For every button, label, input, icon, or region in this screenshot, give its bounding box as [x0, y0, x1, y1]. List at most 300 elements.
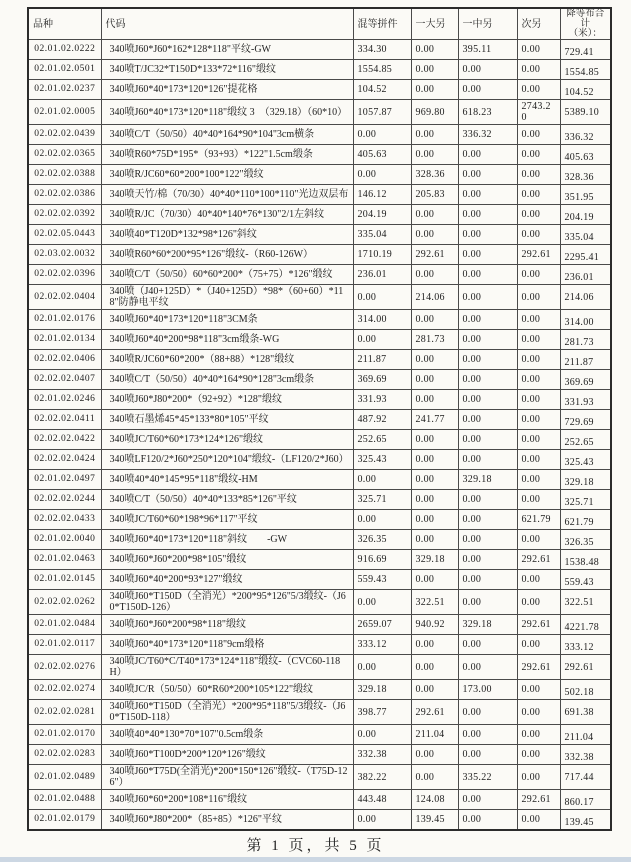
downgrade-total-value: 5389.10	[560, 100, 611, 125]
mixed-grade-value: 331.93	[353, 390, 411, 410]
first-large-value: 0.00	[411, 635, 458, 655]
substandard-value: 0.00	[517, 265, 560, 285]
first-large-value: 0.00	[411, 765, 458, 790]
table-row	[28, 700, 611, 725]
downgrade-total-value: 717.44	[560, 765, 611, 790]
table-row	[28, 60, 611, 80]
mixed-grade-value: 0.00	[353, 655, 411, 680]
substandard-value: 0.00	[517, 590, 560, 615]
first-large-value: 139.45	[411, 810, 458, 831]
substandard-value: 0.00	[517, 80, 560, 100]
substandard-value: 0.00	[517, 765, 560, 790]
table-row	[28, 185, 611, 205]
first-medium-value: 0.00	[458, 635, 517, 655]
first-large-value: 0.00	[411, 145, 458, 165]
variety-code-cell: 02.02.02.0388	[28, 165, 101, 185]
first-large-value: 0.00	[411, 390, 458, 410]
col-header-mixed-grade: 混等拼件	[353, 8, 411, 40]
substandard-value: 0.00	[517, 310, 560, 330]
product-desc-cell: 340喷J60*40*173*120*118"缎纹 3 （329.18）（60*10）	[101, 100, 353, 125]
product-desc-cell: 340喷C/T（50/50）40*40*164*90*128"3cm缎条	[101, 370, 353, 390]
product-desc-cell: 340喷石墨烯45*45*133*80*105"平纹	[101, 410, 353, 430]
downgrade-total-value: 104.52	[560, 80, 611, 100]
table-row	[28, 80, 611, 100]
product-desc-cell: 340喷J60*T150D（全消光）*200*95*126"5/3缎纹-（J60*T150D-126）	[101, 590, 353, 615]
downgrade-total-value: 405.63	[560, 145, 611, 165]
col-header-substandard: 次另	[517, 8, 560, 40]
downgrade-total-value: 729.41	[560, 40, 611, 60]
first-medium-value: 329.18	[458, 615, 517, 635]
col-header-code: 代码	[101, 8, 353, 40]
downgrade-total-value: 351.95	[560, 185, 611, 205]
mixed-grade-value: 236.01	[353, 265, 411, 285]
downgrade-total-value: 211.04	[560, 725, 611, 745]
first-large-value: 0.00	[411, 40, 458, 60]
substandard-value: 0.00	[517, 350, 560, 370]
substandard-value: 0.00	[517, 410, 560, 430]
substandard-value: 292.61	[517, 550, 560, 570]
first-large-value: 211.04	[411, 725, 458, 745]
mixed-grade-value: 1554.85	[353, 60, 411, 80]
mixed-grade-value: 369.69	[353, 370, 411, 390]
table-row	[28, 680, 611, 700]
substandard-value: 0.00	[517, 745, 560, 765]
grade-summary-table	[27, 7, 612, 831]
variety-code-cell: 02.01.02.0170	[28, 725, 101, 745]
first-large-value: 0.00	[411, 450, 458, 470]
first-large-value: 124.08	[411, 790, 458, 810]
col-header-first-medium: 一中另	[458, 8, 517, 40]
substandard-value: 0.00	[517, 165, 560, 185]
first-large-value: 322.51	[411, 590, 458, 615]
product-desc-cell: 340喷T/JC32*T150D*133*72*116"缎纹	[101, 60, 353, 80]
substandard-value: 0.00	[517, 370, 560, 390]
page-indicator: 第 1 页，共 5 页	[246, 838, 385, 854]
first-large-value: 0.00	[411, 350, 458, 370]
substandard-value: 0.00	[517, 205, 560, 225]
table-row	[28, 745, 611, 765]
downgrade-total-value: 204.19	[560, 205, 611, 225]
first-large-value: 0.00	[411, 680, 458, 700]
downgrade-total-value: 369.69	[560, 370, 611, 390]
first-medium-value: 0.00	[458, 490, 517, 510]
first-medium-value: 335.22	[458, 765, 517, 790]
table-row	[28, 765, 611, 790]
first-medium-value: 0.00	[458, 790, 517, 810]
first-medium-value: 0.00	[458, 655, 517, 680]
downgrade-total-value: 292.61	[560, 655, 611, 680]
downgrade-total-value: 1554.85	[560, 60, 611, 80]
first-medium-value: 0.00	[458, 265, 517, 285]
mixed-grade-value: 2659.07	[353, 615, 411, 635]
downgrade-total-label: 降等布合计	[566, 9, 605, 29]
table-row	[28, 530, 611, 550]
first-large-value: 292.61	[411, 245, 458, 265]
substandard-value: 0.00	[517, 40, 560, 60]
table-row	[28, 285, 611, 310]
substandard-value: 0.00	[517, 285, 560, 310]
product-desc-cell: 340喷40*T120D*132*98*126"斜纹	[101, 225, 353, 245]
substandard-value: 0.00	[517, 450, 560, 470]
substandard-value: 0.00	[517, 125, 560, 145]
first-medium-value: 173.00	[458, 680, 517, 700]
first-large-value: 0.00	[411, 655, 458, 680]
product-desc-cell: 340喷J60*40*173*120*118"斜纹 -GW	[101, 530, 353, 550]
first-medium-value: 0.00	[458, 700, 517, 725]
downgrade-total-value: 322.51	[560, 590, 611, 615]
downgrade-total-value: 331.93	[560, 390, 611, 410]
downgrade-total-value: 729.69	[560, 410, 611, 430]
mixed-grade-value: 314.00	[353, 310, 411, 330]
mixed-grade-value: 1710.19	[353, 245, 411, 265]
variety-code-cell: 02.02.02.0396	[28, 265, 101, 285]
product-desc-cell: 340喷JC/R（50/50）60*R60*200*105*122"缎纹	[101, 680, 353, 700]
table-row	[28, 265, 611, 285]
variety-code-cell: 02.01.02.0179	[28, 810, 101, 831]
variety-code-cell: 02.01.02.0237	[28, 80, 101, 100]
col-header-downgrade-total	[560, 8, 611, 40]
table-row	[28, 350, 611, 370]
first-medium-value: 0.00	[458, 550, 517, 570]
table-row	[28, 725, 611, 745]
scan-edge-strip	[0, 857, 631, 862]
first-large-value: 0.00	[411, 265, 458, 285]
mixed-grade-value: 332.38	[353, 745, 411, 765]
first-medium-value: 0.00	[458, 590, 517, 615]
first-large-value: 0.00	[411, 490, 458, 510]
downgrade-total-unit: （米）：	[568, 29, 602, 39]
downgrade-total-value: 332.38	[560, 745, 611, 765]
downgrade-total-value: 2295.41	[560, 245, 611, 265]
first-large-value: 214.06	[411, 285, 458, 310]
downgrade-total-value: 139.45	[560, 810, 611, 831]
downgrade-total-value: 333.12	[560, 635, 611, 655]
variety-code-cell: 02.01.02.0246	[28, 390, 101, 410]
first-large-value: 0.00	[411, 60, 458, 80]
mixed-grade-value: 252.65	[353, 430, 411, 450]
first-medium-value: 0.00	[458, 185, 517, 205]
first-medium-value: 0.00	[458, 450, 517, 470]
table-row	[28, 390, 611, 410]
first-medium-value: 329.18	[458, 470, 517, 490]
downgrade-total-value: 214.06	[560, 285, 611, 310]
table-row	[28, 810, 611, 831]
mixed-grade-value: 405.63	[353, 145, 411, 165]
product-desc-cell: 340喷J60*J60*200*98*118"缎纹	[101, 615, 353, 635]
first-large-value: 0.00	[411, 510, 458, 530]
first-medium-value: 0.00	[458, 510, 517, 530]
table-row	[28, 40, 611, 60]
downgrade-total-value: 236.01	[560, 265, 611, 285]
substandard-value: 0.00	[517, 430, 560, 450]
product-desc-cell: 340喷R60*75D*195*（93+93）*122"1.5cm缎条	[101, 145, 353, 165]
variety-code-cell: 02.01.02.0040	[28, 530, 101, 550]
downgrade-total-value: 325.71	[560, 490, 611, 510]
mixed-grade-value: 0.00	[353, 285, 411, 310]
table-row	[28, 430, 611, 450]
variety-code-cell: 02.01.02.0488	[28, 790, 101, 810]
mixed-grade-value: 916.69	[353, 550, 411, 570]
first-medium-value: 0.00	[458, 205, 517, 225]
table-row	[28, 410, 611, 430]
product-desc-cell: 340喷JC/T60*C/T40*173*124*118"缎纹-（CVC60-118H）	[101, 655, 353, 680]
first-medium-value: 0.00	[458, 745, 517, 765]
mixed-grade-value: 334.30	[353, 40, 411, 60]
variety-code-cell: 02.02.05.0443	[28, 225, 101, 245]
substandard-value: 0.00	[517, 225, 560, 245]
downgrade-total-value: 281.73	[560, 330, 611, 350]
table-row	[28, 615, 611, 635]
downgrade-total-value: 691.38	[560, 700, 611, 725]
product-desc-cell: 340喷40*40*130*70*107"0.5cm缎条	[101, 725, 353, 745]
mixed-grade-value: 0.00	[353, 165, 411, 185]
downgrade-total-value: 860.17	[560, 790, 611, 810]
variety-code-cell: 02.01.02.0484	[28, 615, 101, 635]
variety-code-cell: 02.02.02.0262	[28, 590, 101, 615]
variety-code-cell: 02.02.02.0439	[28, 125, 101, 145]
table-row	[28, 510, 611, 530]
first-medium-value: 336.32	[458, 125, 517, 145]
mixed-grade-value: 204.19	[353, 205, 411, 225]
product-desc-cell: 340喷J60*T75D(全消光)*200*150*126"缎纹-（T75D-126"）	[101, 765, 353, 790]
variety-code-cell: 02.02.02.0365	[28, 145, 101, 165]
substandard-value: 621.79	[517, 510, 560, 530]
mixed-grade-value: 104.52	[353, 80, 411, 100]
table-row	[28, 635, 611, 655]
substandard-value: 292.61	[517, 790, 560, 810]
first-medium-value: 0.00	[458, 60, 517, 80]
downgrade-total-value: 328.36	[560, 165, 611, 185]
first-large-value: 292.61	[411, 700, 458, 725]
first-large-value: 0.00	[411, 225, 458, 245]
downgrade-total-value: 502.18	[560, 680, 611, 700]
product-desc-cell: 340喷C/T（50/50）40*40*164*90*104"3cm横条	[101, 125, 353, 145]
first-medium-value: 0.00	[458, 370, 517, 390]
variety-code-cell: 02.02.02.0386	[28, 185, 101, 205]
first-large-value: 328.36	[411, 165, 458, 185]
mixed-grade-value: 1057.87	[353, 100, 411, 125]
first-large-value: 0.00	[411, 205, 458, 225]
first-medium-value: 0.00	[458, 350, 517, 370]
first-large-value: 0.00	[411, 570, 458, 590]
downgrade-total-value: 559.43	[560, 570, 611, 590]
downgrade-total-value: 335.04	[560, 225, 611, 245]
table-row	[28, 165, 611, 185]
product-desc-cell: 340喷C/T（50/50）40*40*133*85*126"平纹	[101, 490, 353, 510]
mixed-grade-value: 443.48	[353, 790, 411, 810]
product-desc-cell: 340喷J60*J60*200*98*105"缎纹	[101, 550, 353, 570]
product-desc-cell: 340喷J60*40*173*120*118"3CM条	[101, 310, 353, 330]
first-medium-value: 0.00	[458, 225, 517, 245]
variety-code-cell: 02.01.02.0463	[28, 550, 101, 570]
product-desc-cell: 340喷J60*J80*200*（92+92）*128"缎纹	[101, 390, 353, 410]
table-row	[28, 245, 611, 265]
variety-code-cell: 02.01.02.0176	[28, 310, 101, 330]
first-medium-value: 0.00	[458, 530, 517, 550]
first-medium-value: 0.00	[458, 145, 517, 165]
first-large-value: 0.00	[411, 430, 458, 450]
first-large-value: 241.77	[411, 410, 458, 430]
variety-code-cell: 02.02.02.0392	[28, 205, 101, 225]
first-medium-value: 0.00	[458, 390, 517, 410]
mixed-grade-value: 382.22	[353, 765, 411, 790]
col-header-variety: 品种	[28, 8, 101, 40]
table-row	[28, 450, 611, 470]
table-row	[28, 655, 611, 680]
product-desc-cell: 340喷J60*40*173*120*118"9cm缎格	[101, 635, 353, 655]
mixed-grade-value: 0.00	[353, 470, 411, 490]
variety-code-cell: 02.03.02.0032	[28, 245, 101, 265]
first-medium-value: 0.00	[458, 810, 517, 831]
product-desc-cell: 340喷R/JC（70/30）40*40*140*76*130"2/1左斜纹	[101, 205, 353, 225]
substandard-value: 0.00	[517, 680, 560, 700]
downgrade-total-value: 1538.48	[560, 550, 611, 570]
substandard-value: 0.00	[517, 725, 560, 745]
substandard-value: 292.61	[517, 655, 560, 680]
mixed-grade-value: 559.43	[353, 570, 411, 590]
downgrade-total-value: 621.79	[560, 510, 611, 530]
product-desc-cell: 340喷天竹/棉（70/30）40*40*110*100*110"光边双层布	[101, 185, 353, 205]
variety-code-cell: 02.01.02.0497	[28, 470, 101, 490]
first-medium-value: 0.00	[458, 245, 517, 265]
substandard-value: 0.00	[517, 470, 560, 490]
first-large-value: 281.73	[411, 330, 458, 350]
variety-code-cell: 02.01.02.0134	[28, 330, 101, 350]
product-desc-cell: 340喷J60*T100D*200*120*126"缎纹	[101, 745, 353, 765]
mixed-grade-value: 335.04	[353, 225, 411, 245]
table-row	[28, 310, 611, 330]
downgrade-total-value: 252.65	[560, 430, 611, 450]
first-large-value: 969.80	[411, 100, 458, 125]
table-row	[28, 125, 611, 145]
first-large-value: 329.18	[411, 550, 458, 570]
table-row	[28, 370, 611, 390]
mixed-grade-value: 326.35	[353, 530, 411, 550]
table-row	[28, 225, 611, 245]
col-header-first-large: 一大另	[411, 8, 458, 40]
substandard-value: 0.00	[517, 330, 560, 350]
product-desc-cell: 340喷J60*J80*200*（85+85）*126"平纹	[101, 810, 353, 831]
table-row	[28, 550, 611, 570]
first-large-value: 940.92	[411, 615, 458, 635]
variety-code-cell: 02.01.02.0145	[28, 570, 101, 590]
table-row	[28, 100, 611, 125]
first-medium-value: 0.00	[458, 165, 517, 185]
substandard-value: 0.00	[517, 530, 560, 550]
variety-code-cell: 02.01.02.0489	[28, 765, 101, 790]
first-large-value: 0.00	[411, 745, 458, 765]
downgrade-total-value: 325.43	[560, 450, 611, 470]
substandard-value: 0.00	[517, 185, 560, 205]
mixed-grade-value: 487.92	[353, 410, 411, 430]
table-row	[28, 205, 611, 225]
variety-code-cell: 02.01.02.0005	[28, 100, 101, 125]
substandard-value: 0.00	[517, 390, 560, 410]
first-large-value: 0.00	[411, 530, 458, 550]
substandard-value: 0.00	[517, 700, 560, 725]
first-large-value: 0.00	[411, 310, 458, 330]
first-medium-value: 0.00	[458, 430, 517, 450]
product-desc-cell: 340喷J60*T150D（全消光）*200*95*118"5/3缎纹-（J60*T150D-118）	[101, 700, 353, 725]
substandard-value: 0.00	[517, 490, 560, 510]
mixed-grade-value: 325.43	[353, 450, 411, 470]
variety-code-cell: 02.02.02.0244	[28, 490, 101, 510]
variety-code-cell: 02.02.02.0274	[28, 680, 101, 700]
product-desc-cell: 340喷LF120/2*J60*250*120*104"缎纹-（LF120/2*J60）	[101, 450, 353, 470]
mixed-grade-value: 325.71	[353, 490, 411, 510]
variety-code-cell: 02.02.02.0422	[28, 430, 101, 450]
downgrade-total-value: 326.35	[560, 530, 611, 550]
product-desc-cell: 340喷J60*J60*162*128*118"平纹-GW	[101, 40, 353, 60]
table-row	[28, 145, 611, 165]
mixed-grade-value: 333.12	[353, 635, 411, 655]
mixed-grade-value: 0.00	[353, 330, 411, 350]
table-row	[28, 590, 611, 615]
first-large-value: 205.83	[411, 185, 458, 205]
table-row	[28, 330, 611, 350]
mixed-grade-value: 211.87	[353, 350, 411, 370]
mixed-grade-value: 0.00	[353, 810, 411, 831]
substandard-value: 0.00	[517, 570, 560, 590]
first-large-value: 0.00	[411, 470, 458, 490]
product-desc-cell: 340喷J60*40*200*98*118"3cm缎条-WG	[101, 330, 353, 350]
table-row	[28, 790, 611, 810]
variety-code-cell: 02.02.02.0406	[28, 350, 101, 370]
substandard-value: 0.00	[517, 60, 560, 80]
mixed-grade-value: 0.00	[353, 590, 411, 615]
variety-code-cell: 02.02.02.0404	[28, 285, 101, 310]
product-desc-cell: 340喷（J40+125D）*（J40+125D）*98*（60+60）*118"防静电平纹	[101, 285, 353, 310]
product-desc-cell: 340喷R/JC60*60*200*100*122"缎纹	[101, 165, 353, 185]
variety-code-cell: 02.02.02.0424	[28, 450, 101, 470]
header-row	[28, 8, 611, 40]
product-desc-cell: 340喷C/T（50/50）60*60*200*（75+75）*126"缎纹	[101, 265, 353, 285]
variety-code-cell: 02.01.02.0501	[28, 60, 101, 80]
first-medium-value: 0.00	[458, 310, 517, 330]
product-desc-cell: 340喷J60*60*200*108*116"缎纹	[101, 790, 353, 810]
downgrade-total-value: 314.00	[560, 310, 611, 330]
first-medium-value: 0.00	[458, 80, 517, 100]
first-medium-value: 0.00	[458, 570, 517, 590]
substandard-value: 0.00	[517, 635, 560, 655]
first-medium-value: 0.00	[458, 725, 517, 745]
first-medium-value: 618.23	[458, 100, 517, 125]
table-body	[28, 40, 611, 831]
variety-code-cell: 02.02.02.0411	[28, 410, 101, 430]
substandard-value: 2743.20	[517, 100, 560, 125]
variety-code-cell: 02.01.02.0222	[28, 40, 101, 60]
table-row	[28, 570, 611, 590]
downgrade-total-value: 329.18	[560, 470, 611, 490]
product-desc-cell: 340喷R/JC60*60*200*（88+88）*128"缎纹	[101, 350, 353, 370]
product-desc-cell: 340喷40*40*145*95*118"缎纹-HM	[101, 470, 353, 490]
variety-code-cell: 02.02.02.0281	[28, 700, 101, 725]
downgrade-total-value: 336.32	[560, 125, 611, 145]
downgrade-total-value: 4221.78	[560, 615, 611, 635]
mixed-grade-value: 0.00	[353, 510, 411, 530]
variety-code-cell: 02.02.02.0276	[28, 655, 101, 680]
substandard-value: 0.00	[517, 810, 560, 831]
substandard-value: 292.61	[517, 615, 560, 635]
first-large-value: 0.00	[411, 80, 458, 100]
downgrade-total-value: 211.87	[560, 350, 611, 370]
variety-code-cell: 02.02.02.0407	[28, 370, 101, 390]
first-medium-value: 0.00	[458, 285, 517, 310]
variety-code-cell: 02.02.02.0433	[28, 510, 101, 530]
table-row	[28, 470, 611, 490]
variety-code-cell: 02.01.02.0117	[28, 635, 101, 655]
product-desc-cell: 340喷J60*40*173*120*126"提花格	[101, 80, 353, 100]
